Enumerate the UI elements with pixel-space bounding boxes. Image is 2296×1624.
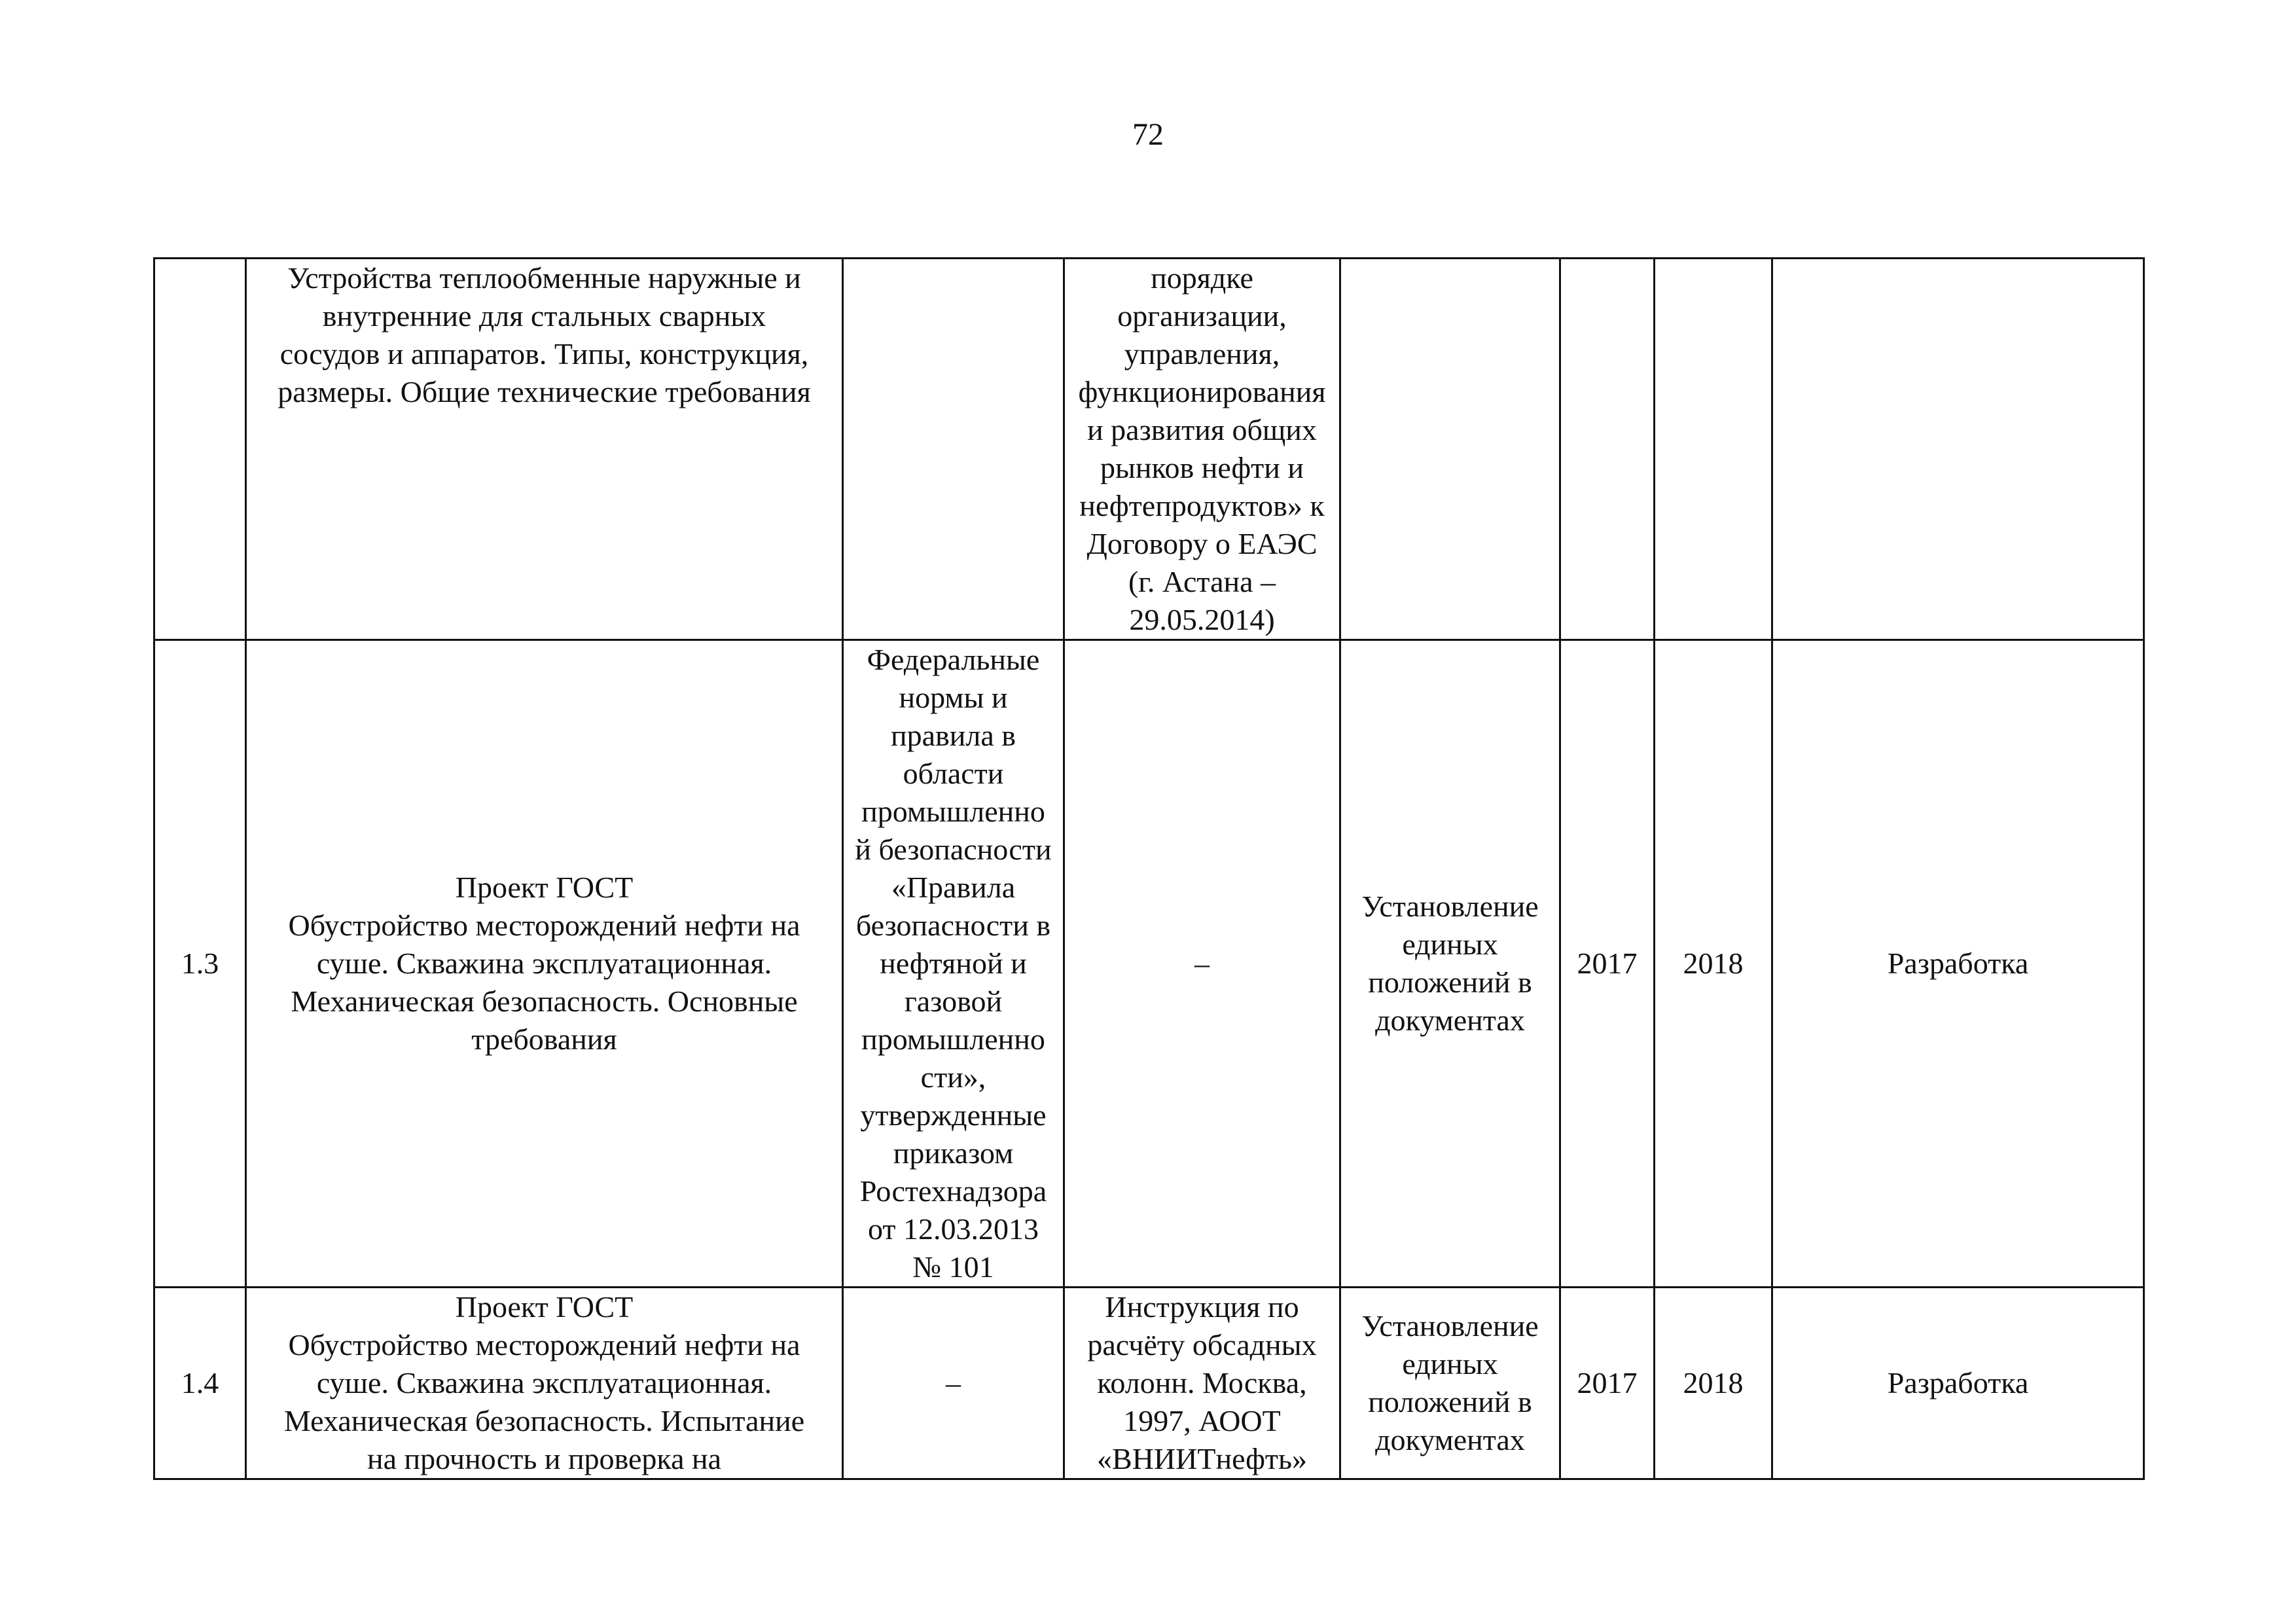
purpose-cell	[1340, 259, 1560, 640]
document-title-cell: Проект ГОСТ Обустройство месторождений нефти на суше. Скважина эксплуатационная. Механическая безопасность. Испытание на прочность и проверка на	[246, 1288, 843, 1479]
table-row	[154, 640, 2144, 1288]
work-type-cell	[1772, 259, 2144, 640]
item-number-cell: 1.4	[154, 1288, 246, 1479]
purpose-cell: Установление единых положений в документах	[1340, 1288, 1560, 1479]
purpose-cell: Установление единых положений в документах	[1340, 640, 1560, 1288]
document-title-cell: Проект ГОСТ Обустройство месторождений нефти на суше. Скважина эксплуатационная. Механическая безопасность. Основные требования	[246, 640, 843, 1288]
start-year-cell: 2017	[1560, 1288, 1655, 1479]
international-document-cell: –	[1064, 640, 1340, 1288]
table-row	[154, 1288, 2144, 1479]
item-number-cell	[154, 259, 246, 640]
basis-cell: –	[843, 1288, 1064, 1479]
work-type-cell: Разработка	[1772, 1288, 2144, 1479]
international-document-cell: Инструкция по расчёту обсадных колонн. Москва, 1997, АООТ «ВНИИТнефть»	[1064, 1288, 1340, 1479]
end-year-cell	[1655, 259, 1772, 640]
table-row	[154, 259, 2144, 640]
international-document-cell: порядке организации, управления, функционирования и развития общих рынков нефти и нефтепродуктов» к Договору о ЕАЭС (г. Астана – 29.05.2014)	[1064, 259, 1340, 640]
start-year-cell: 2017	[1560, 640, 1655, 1288]
start-year-cell	[1560, 259, 1655, 640]
standards-table	[153, 257, 2145, 1480]
end-year-cell: 2018	[1655, 640, 1772, 1288]
item-number-cell: 1.3	[154, 640, 246, 1288]
document-title-cell: Устройства теплообменные наружные и внутренние для стальных сварных сосудов и аппаратов. Типы, конструкция, размеры. Общие технические требования	[246, 259, 843, 640]
work-type-cell: Разработка	[1772, 640, 2144, 1288]
basis-cell: Федеральные нормы и правила в области промышленно й безопасности «Правила безопасности в нефтяной и газовой промышленно сти», утвержденные приказом Ростехнадзора от 12.03.2013 № 101	[843, 640, 1064, 1288]
end-year-cell: 2018	[1655, 1288, 1772, 1479]
page-number: 72	[1132, 117, 1164, 152]
basis-cell	[843, 259, 1064, 640]
